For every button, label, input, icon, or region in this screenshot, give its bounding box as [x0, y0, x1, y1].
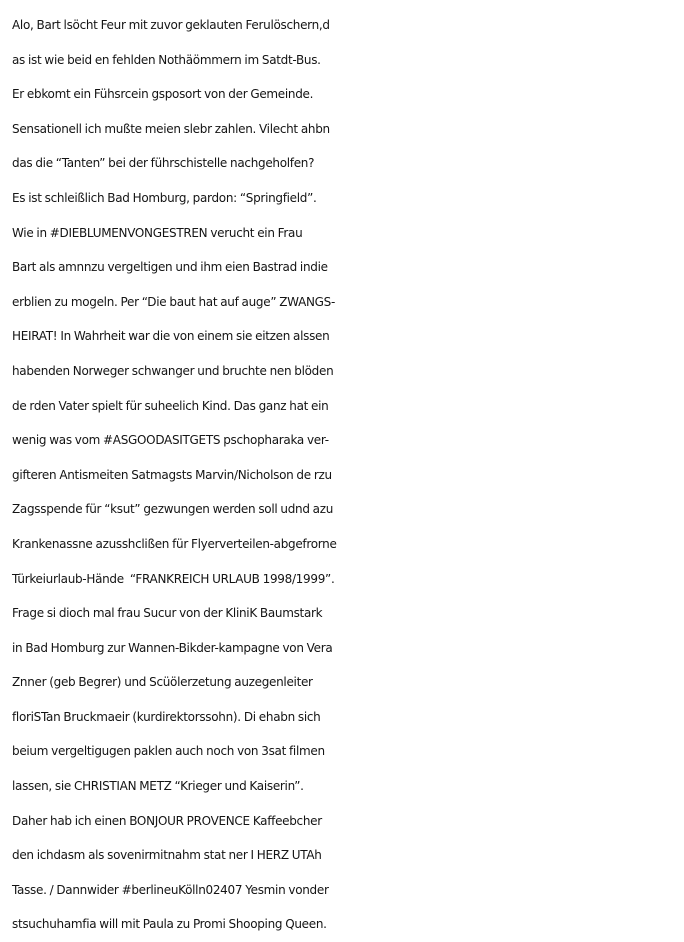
text-line-27: stsuchuhamfia will mit Paula zu Promi Shooping Queen. [12, 917, 327, 932]
text-line-2: as ist wie beid en fehlden Nothäömmern im Satdt-Bus. [12, 52, 321, 67]
text-line-12: de rden Vater spielt für suheelich Kind. Das ganz hat ein [12, 398, 329, 413]
text-line-21: floriSTan Bruckmaeir (kurdirektorssohn). Di ehabn sich [12, 709, 321, 724]
text-line-7: Wie in #DIEBLUMENVONGESTREN verucht ein Frau [12, 225, 303, 240]
text-line-17: Türkeiurlaub-Hände “FRANKREICH URLAUB 1998/1999”. [12, 571, 335, 586]
text-line-8: Bart als amnnzu vergeltigen und ihm eien Bastrad indie [12, 260, 328, 275]
text-line-22: beium vergeltigugen paklen auch noch von 3sat filmen [12, 744, 325, 759]
text-line-6: Es ist schleißlich Bad Homburg, pardon: “Springfield”. [12, 190, 317, 205]
text-line-13: wenig was vom #ASGOODASITGETS pschopharaka ver- [12, 433, 329, 448]
text-line-16: Krankenassne azusshclißen für Flyerverteilen-abgefrorne [12, 536, 337, 551]
text-line-10: HEIRAT! In Wahrheit war die von einem sie eitzen alssen [12, 329, 330, 344]
text-line-5: das die “Tanten” bei der führschistelle nachgeholfen? [12, 156, 315, 171]
text-line-11: habenden Norweger schwanger und bruchte nen blöden [12, 363, 334, 378]
text-line-18: Frage si dioch mal frau Sucur von der KliniK Baumstark [12, 606, 323, 621]
text-line-9: erblien zu mogeln. Per “Die baut hat auf auge” ZWANGS- [12, 294, 336, 309]
document-text [12, 8, 680, 942]
text-line-1: Alo, Bart lsöcht Feur mit zuvor geklauten Ferulöschern,d [12, 18, 330, 32]
text-line-20: Znner (geb Begrer) und Scüölerzetung auzegenleiter [12, 675, 313, 690]
text-line-14: gifteren Antismeiten Satmagsts Marvin/Nicholson de rzu [12, 467, 332, 482]
text-line-23: lassen, sie CHRISTIAN METZ “Krieger und Kaiserin”. [12, 779, 304, 794]
text-line-26: Tasse. / Dannwider #berlineuKölln02407 Yesmin vonder [12, 882, 329, 897]
text-line-19: in Bad Homburg zur Wannen-Bikder-kampagne von Vera [12, 640, 333, 655]
text-line-4: Sensationell ich mußte meien slebr zahlen. Vilecht ahbn [12, 121, 330, 136]
text-line-24: Daher hab ich einen BONJOUR PROVENCE Kaffeebcher [12, 813, 322, 828]
text-line-15: Zagsspende für “ksut” gezwungen werden soll udnd azu [12, 502, 334, 517]
text-line-3: Er ebkomt ein Fühsrcein gsposort von der Gemeinde. [12, 87, 314, 102]
text-line-25: den ichdasm als sovenirmitnahm stat ner I HERZ UTAh [12, 848, 322, 863]
